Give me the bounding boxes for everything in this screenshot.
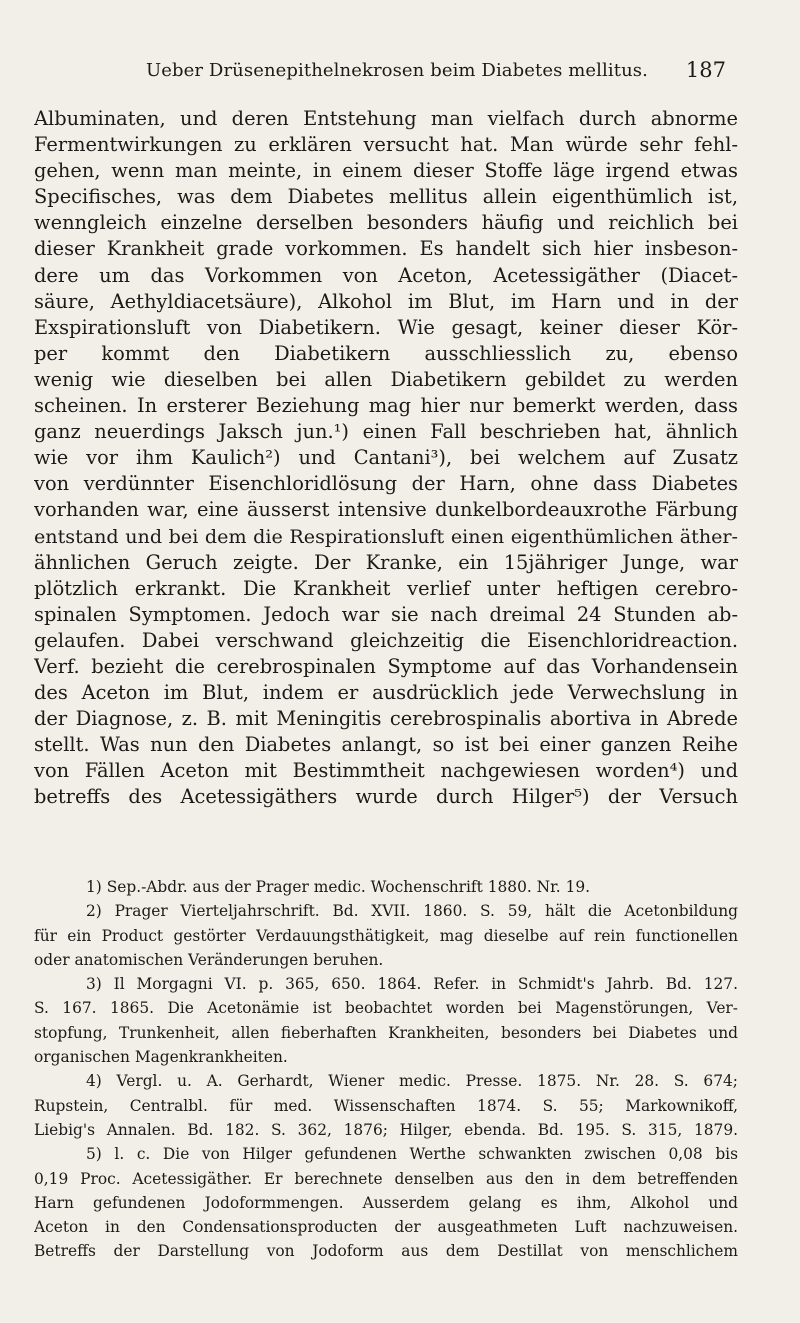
body-line: per kommt den Diabetikern ausschliesslich zu, ebenso [34,341,738,365]
body-line: des Aceton im Blut, indem er ausdrücklich jede Verwechslung in [34,681,738,705]
footnote-line: Rupstein, Centralbl. für med. Wissenschaften 1874. S. 55; Markownikoff, [34,1096,738,1115]
body-line: entstand und bei dem die Respirationsluft einen eigenthümlichen äther- [34,524,738,548]
running-title: Ueber Drüsenepithelnekrosen beim Diabetes mellitus. [146,60,648,81]
body-line: Exspirationsluft von Diabetikern. Wie gesagt, keiner dieser Kör- [34,315,738,339]
page-header [34,58,726,92]
body-line: Verf. bezieht die cerebrospinalen Symptome auf das Vorhandensein [34,654,738,678]
footnote-line: S. 167. 1865. Die Acetonämie ist beobachtet worden bei Magenstörungen, Ver- [34,999,738,1018]
body-line: Albuminaten, und deren Entstehung man vielfach durch abnorme [34,107,738,130]
footnote-line: organischen Magenkrankheiten. [34,1048,288,1067]
footnote-line: 0,19 Proc. Acetessigäther. Er berechnete denselben aus den in dem betreffenden [34,1169,738,1188]
body-line: gehen, wenn man meinte, in einem dieser Stoffe läge irgend etwas [34,159,738,183]
body-line: dieser Krankheit grade vorkommen. Es handelt sich hier insbeson- [34,237,738,261]
body-line: plötzlich erkrankt. Die Krankheit verlief unter heftigen cerebro- [34,576,738,600]
footnote-line: Liebig's Annalen. Bd. 182. S. 362, 1876; Hilger, ebenda. Bd. 195. S. 315, 1879. [34,1120,738,1139]
footnotes [34,875,738,1264]
footnote-2: 2) Prager Vierteljahrschrift. Bd. XVII. 1860. S. 59, hält die Acetonbildung [86,902,738,921]
body-text [34,106,738,811]
body-line: betreffs des Acetessigäthers wurde durch Hilger⁵) der Versuch [34,785,738,809]
footnote-line: Aceton in den Condensationsproducten der ausgeathmeten Luft nachzuweisen. [34,1218,738,1237]
body-line: dere um das Vorkommen von Aceton, Acetessigäther (Diacet- [34,263,738,287]
footnote-4: 4) Vergl. u. A. Gerhardt, Wiener medic. Presse. 1875. Nr. 28. S. 674; [86,1072,738,1091]
body-line: vorhanden war, eine äusserst intensive dunkelbordeauxrothe Färbung [34,498,738,522]
body-line: von verdünnter Eisenchloridlösung der Harn, ohne dass Diabetes [34,472,738,496]
body-line: von Fällen Aceton mit Bestimmtheit nachgewiesen worden⁴) und [34,759,738,783]
body-line: gelaufen. Dabei verschwand gleichzeitig die Eisenchloridreaction. [34,628,738,652]
page-number: 187 [685,58,726,82]
body-line: Fermentwirkungen zu erklären versucht hat. Man würde sehr fehl- [34,133,738,157]
footnote-3: 3) Il Morgagni VI. p. 365, 650. 1864. Refer. in Schmidt's Jahrb. Bd. 127. [86,975,738,994]
body-line: wenngleich einzelne derselben besonders häufig und reichlich bei [34,211,738,235]
body-line: stellt. Was nun den Diabetes anlangt, so ist bei einer ganzen Reihe [34,733,738,757]
body-line: der Diagnose, z. B. mit Meningitis cerebrospinalis abortiva in Abrede [34,707,738,731]
body-line: ganz neuerdings Jaksch jun.¹) einen Fall beschrieben hat, ähnlich [34,420,738,444]
body-line: spinalen Symptomen. Jedoch war sie nach dreimal 24 Stunden ab- [34,602,738,626]
footnote-1: 1) Sep.-Abdr. aus der Prager medic. Wochenschrift 1880. Nr. 19. [86,878,591,896]
footnote-line: Harn gefundenen Jodoformmengen. Ausserdem gelang es ihm, Alkohol und [34,1193,738,1212]
footnote-5: 5) l. c. Die von Hilger gefundenen Werthe schwankten zwischen 0,08 bis [86,1145,738,1164]
footnote-line: oder anatomischen Veränderungen beruhen. [34,950,384,969]
body-line: Specifisches, was dem Diabetes mellitus allein eigenthümlich ist, [34,185,738,209]
body-line: wenig wie dieselben bei allen Diabetikern gebildet zu werden [34,367,738,391]
body-line: scheinen. In ersterer Beziehung mag hier nur bemerkt werden, dass [34,394,738,418]
body-line: wie vor ihm Kaulich²) und Cantani³), bei welchem auf Zusatz [34,446,738,470]
footnote-line: für ein Product gestörter Verdauungsthätigkeit, mag dieselbe auf rein functionellen [34,926,738,945]
footnote-line: stopfung, Trunkenheit, allen fieberhaften Krankheiten, besonders bei Diabetes und [34,1023,738,1042]
body-line: ähnlichen Geruch zeigte. Der Kranke, ein 15jähriger Junge, war [34,550,738,574]
footnote-line: Betreffs der Darstellung von Jodoform aus dem Destillat von menschlichem [34,1242,738,1261]
body-line: säure, Aethyldiacetsäure), Alkohol im Blut, im Harn und in der [34,289,738,313]
